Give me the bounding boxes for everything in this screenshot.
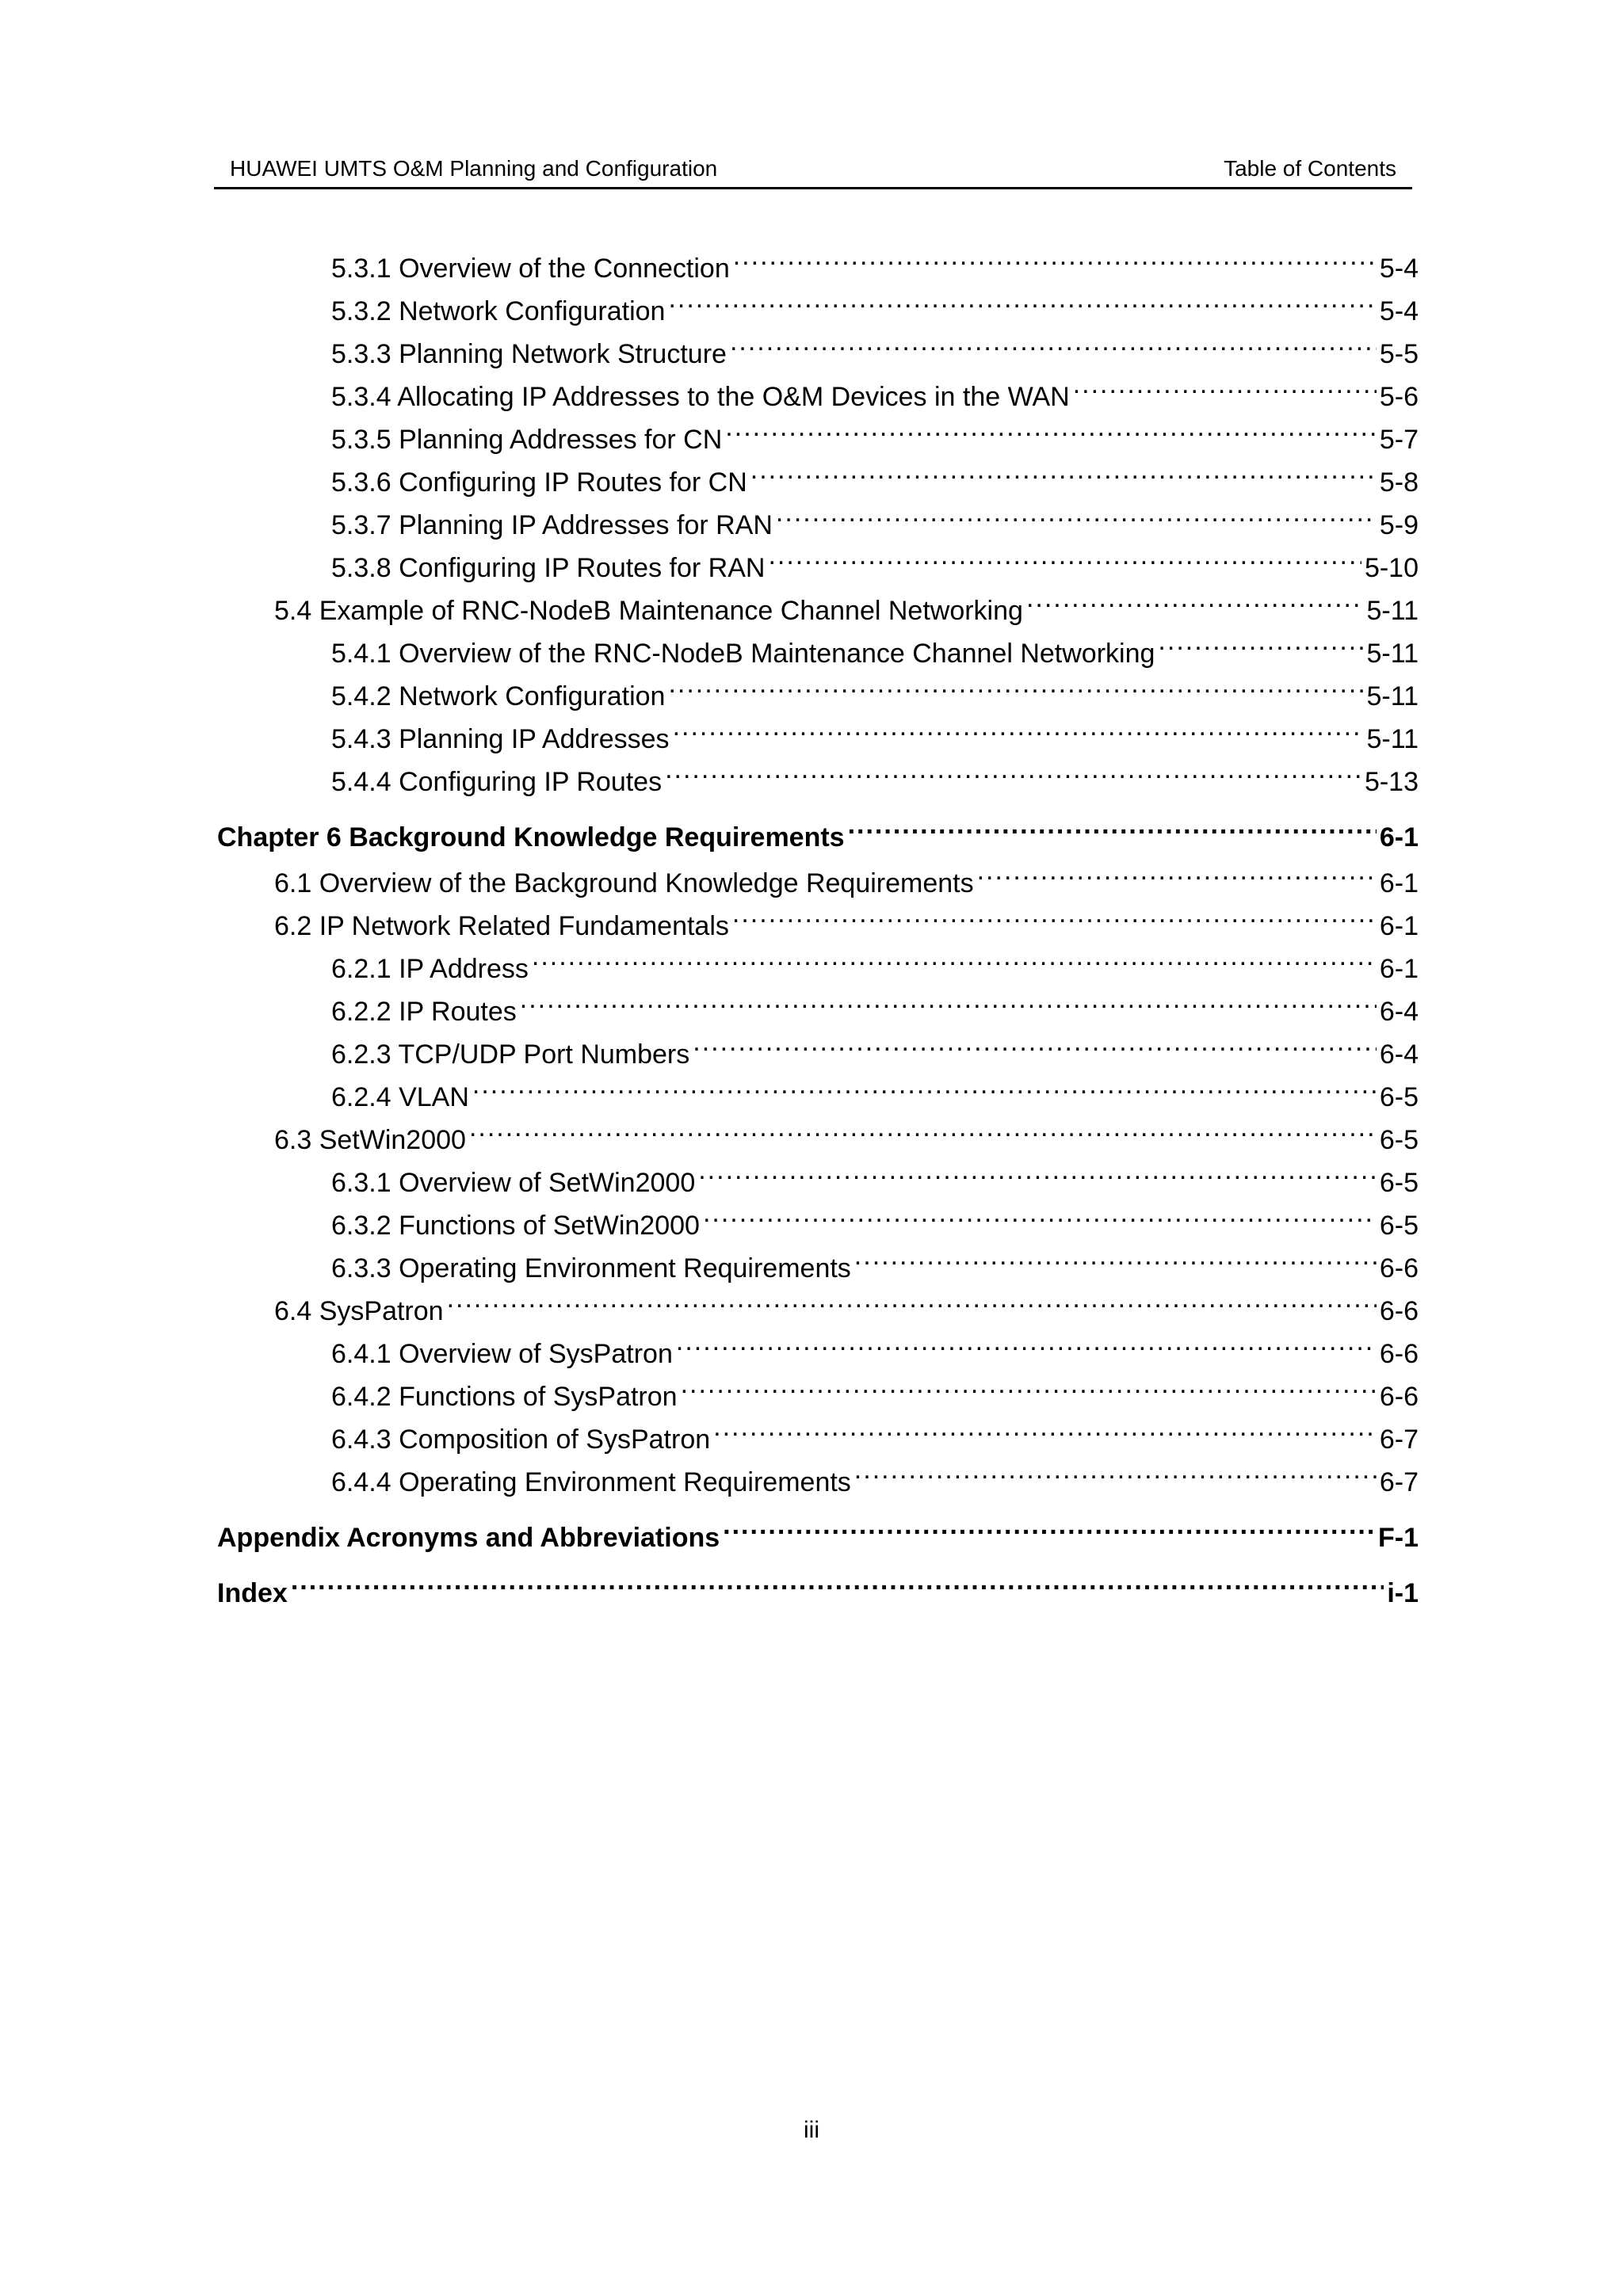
toc-entry-page: 6-5 — [1379, 1211, 1419, 1241]
toc-entry-title: 5.3.3 Planning Network Structure — [331, 339, 727, 369]
toc-entry-page: 6-6 — [1379, 1296, 1419, 1326]
toc-entry-page: 6-5 — [1379, 1125, 1419, 1155]
page-number: iii — [804, 2117, 819, 2143]
toc-entry-page: 5-6 — [1379, 382, 1419, 412]
toc-entry-page: 6-1 — [1379, 954, 1419, 984]
dot-leader — [750, 448, 1377, 491]
toc-entry-title: 5.3.5 Planning Addresses for CN — [331, 425, 723, 455]
toc-entry-page: 6-7 — [1379, 1467, 1419, 1497]
dot-leader — [732, 892, 1377, 935]
toc-entry-title: 5.4.4 Configuring IP Routes — [331, 767, 663, 797]
toc-entry-title: 5.3.6 Configuring IP Routes for CN — [331, 467, 747, 498]
dot-leader — [768, 534, 1361, 577]
toc-entry-title: 5.3.2 Network Configuration — [331, 296, 666, 326]
dot-leader — [673, 705, 1364, 748]
header-section-name: Table of Contents — [1224, 156, 1396, 181]
page-header — [214, 151, 1412, 189]
toc-entry[interactable] — [217, 1504, 1419, 1553]
toc-entry-page: 6-4 — [1379, 1039, 1419, 1070]
toc-entry-title: 5.4.3 Planning IP Addresses — [331, 724, 670, 754]
dot-leader — [665, 748, 1361, 791]
toc-entry-title: 6.1 Overview of the Background Knowledge Requirements — [274, 868, 974, 898]
toc-entry-page: 6-7 — [1379, 1425, 1419, 1455]
toc-entry[interactable] — [217, 803, 1419, 852]
toc-entry-title: 6.2 IP Network Related Fundamentals — [274, 911, 729, 941]
toc-entry-title: Index — [217, 1578, 288, 1608]
toc-entry-title: 6.3 SetWin2000 — [274, 1125, 466, 1155]
dot-leader — [977, 849, 1377, 892]
toc-entry-title: 6.2.1 IP Address — [331, 954, 529, 984]
toc-entry-page: 5-11 — [1366, 639, 1419, 669]
toc-entry-title: 6.2.4 VLAN — [331, 1082, 469, 1112]
toc-entry-title: 6.4.3 Composition of SysPatron — [331, 1425, 711, 1455]
toc-entry-page: 6-1 — [1379, 822, 1419, 852]
dot-leader — [698, 1149, 1377, 1192]
toc-entry[interactable] — [217, 235, 1419, 284]
toc-entry-page: 5-13 — [1364, 767, 1419, 797]
toc-entry-page: 6-5 — [1379, 1168, 1419, 1198]
dot-leader — [730, 320, 1377, 363]
dot-leader — [291, 1559, 1384, 1602]
toc-entry-title: 5.4 Example of RNC-NodeB Maintenance Channel Networking — [274, 596, 1023, 626]
toc-entry-title: 6.3.2 Functions of SetWin2000 — [331, 1211, 700, 1241]
dot-leader — [725, 406, 1377, 448]
toc-entry-title: 5.3.1 Overview of the Connection — [331, 254, 730, 284]
toc-entry-page: 5-11 — [1366, 681, 1419, 711]
dot-leader — [668, 277, 1376, 320]
toc-entry-title: 6.3.1 Overview of SetWin2000 — [331, 1168, 696, 1198]
toc-entry-page: 5-4 — [1379, 254, 1419, 284]
dot-leader — [1158, 620, 1363, 662]
dot-leader — [520, 978, 1377, 1020]
dot-leader — [854, 1448, 1377, 1491]
toc-entry-page: 6-6 — [1379, 1382, 1419, 1412]
toc-entry-title: 6.4.4 Operating Environment Requirements — [331, 1467, 851, 1497]
toc-entry-title: 6.2.3 TCP/UDP Port Numbers — [331, 1039, 690, 1070]
document-title: HUAWEI UMTS O&M Planning and Configuration — [230, 156, 718, 181]
dot-leader — [676, 1320, 1377, 1363]
dot-leader — [447, 1277, 1377, 1320]
toc-entry-title: Chapter 6 Background Knowledge Requirements — [217, 822, 845, 852]
dot-leader — [1073, 363, 1377, 406]
toc-entry-page: 6-6 — [1379, 1339, 1419, 1369]
toc-entry-page: F-1 — [1378, 1523, 1419, 1553]
dot-leader — [723, 1504, 1375, 1547]
toc-entry-page: 6-5 — [1379, 1082, 1419, 1112]
toc-entry-title: 5.4.1 Overview of the RNC-NodeB Maintenance Channel Networking — [331, 639, 1155, 669]
dot-leader — [1026, 577, 1364, 620]
toc-entry-page: 6-6 — [1379, 1253, 1419, 1283]
toc-entry-page: 6-4 — [1379, 997, 1419, 1027]
dot-leader — [854, 1234, 1377, 1277]
dot-leader — [532, 935, 1377, 978]
toc-entry-title: 6.3.3 Operating Environment Requirements — [331, 1253, 851, 1283]
toc-entry-page: 6-1 — [1379, 911, 1419, 941]
toc-entry-page: i-1 — [1387, 1578, 1419, 1608]
toc-entry-page: 5-7 — [1379, 425, 1419, 455]
toc-entry-page: 5-11 — [1366, 596, 1419, 626]
toc-entry-title: 5.3.4 Allocating IP Addresses to the O&M Devices in the WAN — [331, 382, 1070, 412]
toc-entry-page: 5-10 — [1364, 553, 1419, 583]
dot-leader — [681, 1363, 1377, 1405]
dot-leader — [693, 1020, 1377, 1063]
toc-entry-title: Appendix Acronyms and Abbreviations — [217, 1523, 720, 1553]
table-of-contents — [217, 235, 1419, 1608]
toc-entry[interactable] — [217, 1559, 1419, 1608]
toc-entry-page: 5-9 — [1379, 510, 1419, 540]
dot-leader — [848, 803, 1377, 846]
toc-entry-page: 5-11 — [1366, 724, 1419, 754]
toc-entry-title: 6.4.1 Overview of SysPatron — [331, 1339, 673, 1369]
dot-leader — [713, 1405, 1377, 1448]
toc-entry-title: 6.2.2 IP Routes — [331, 997, 517, 1027]
toc-entry-title: 6.4.2 Functions of SysPatron — [331, 1382, 678, 1412]
toc-entry-page: 5-4 — [1379, 296, 1419, 326]
toc-entry-page: 5-8 — [1379, 467, 1419, 498]
dot-leader — [469, 1106, 1377, 1149]
toc-entry-page: 6-1 — [1379, 868, 1419, 898]
dot-leader — [776, 491, 1377, 534]
dot-leader — [733, 235, 1377, 277]
dot-leader — [668, 662, 1363, 705]
toc-entry-title: 5.4.2 Network Configuration — [331, 681, 666, 711]
toc-entry-title: 6.4 SysPatron — [274, 1296, 444, 1326]
toc-entry-title: 5.3.8 Configuring IP Routes for RAN — [331, 553, 766, 583]
dot-leader — [472, 1063, 1377, 1106]
dot-leader — [703, 1192, 1377, 1234]
toc-entry-page: 5-5 — [1379, 339, 1419, 369]
toc-entry-title: 5.3.7 Planning IP Addresses for RAN — [331, 510, 773, 540]
